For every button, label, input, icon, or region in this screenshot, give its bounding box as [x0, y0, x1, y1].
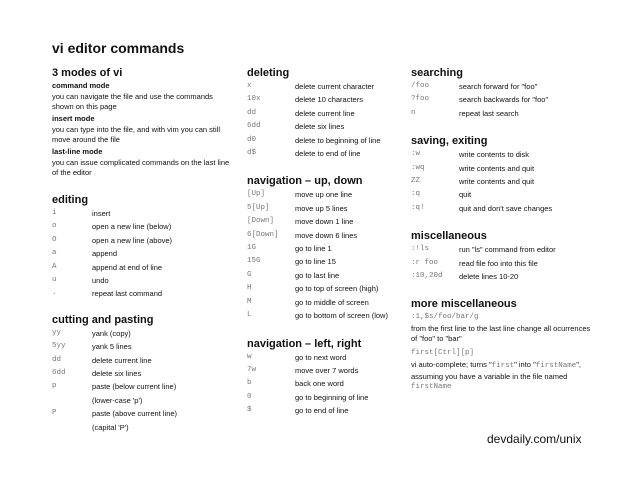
autocomplete-word: first — [491, 362, 515, 371]
command-desc: insert — [92, 209, 111, 218]
editing-table — [52, 207, 232, 301]
command-key: o — [52, 222, 57, 231]
command-desc: repeat last command — [92, 289, 163, 299]
command-row — [247, 391, 402, 404]
mode-desc: you can issue complicated commands on the last line of the editor — [52, 158, 230, 177]
modes-heading: 3 modes of vi — [52, 67, 123, 79]
saving-table — [411, 148, 591, 215]
autocomplete-text: vi auto-complete; turns " — [411, 360, 492, 370]
command-row — [247, 351, 402, 364]
command-row — [247, 202, 402, 215]
command-desc: yank 5 lines — [92, 342, 132, 352]
command-row — [411, 162, 591, 175]
searching-heading: searching — [411, 67, 463, 79]
page-title: vi editor commands — [52, 40, 185, 56]
command-key: 5[Up] — [247, 203, 270, 212]
command-desc: delete to beginning of line — [295, 135, 381, 145]
command-row — [247, 229, 402, 242]
substitute-desc: from the first line to the last line change all ocurrences of "foo" to "bar" — [411, 324, 591, 343]
command-row — [247, 404, 402, 417]
command-row — [52, 261, 232, 274]
searching-table — [411, 80, 591, 120]
command-key: n — [411, 108, 416, 117]
command-desc: open a new line (above) — [92, 235, 173, 245]
command-row — [411, 93, 591, 106]
cutting-heading: cutting and pasting — [52, 313, 154, 326]
command-row — [411, 148, 591, 161]
command-desc: append — [92, 249, 118, 259]
command-desc: undo — [92, 276, 109, 286]
command-row — [247, 269, 402, 282]
command-row — [247, 120, 402, 133]
nav-leftright-heading: navigation – left, right — [247, 337, 362, 350]
command-desc: move down 1 line — [295, 217, 354, 227]
command-desc: append at end of line — [92, 262, 163, 272]
command-desc: search forward for "foo" — [459, 82, 538, 91]
command-desc: go to line 15 — [295, 257, 336, 267]
command-key: i — [52, 209, 57, 217]
command-key: u — [52, 276, 57, 285]
command-row — [247, 282, 402, 295]
command-desc: write contents to disk — [459, 150, 530, 160]
command-row — [247, 80, 402, 93]
column-right — [411, 66, 591, 395]
command-desc: move over 7 words — [295, 365, 359, 375]
command-key: 6[Down] — [247, 230, 279, 239]
command-desc: (capital 'P') — [92, 422, 129, 432]
mode-name: command mode — [52, 81, 110, 90]
substitute-command: :1,$s/foo/bar/g — [411, 313, 479, 322]
command-row — [247, 215, 402, 228]
command-row — [411, 243, 591, 256]
command-desc: move up one line — [295, 190, 353, 200]
command-row — [52, 327, 232, 340]
command-key: :q! — [411, 203, 425, 212]
command-desc: search backwards for "foo" — [459, 95, 549, 105]
command-desc: delete 10 characters — [295, 95, 363, 105]
command-key: A — [52, 262, 57, 271]
command-desc: delete current line — [295, 108, 355, 118]
command-key: ?foo — [411, 95, 430, 104]
command-desc: go to last line — [295, 270, 340, 280]
command-desc: go to end of line — [295, 406, 349, 416]
command-key: L — [247, 311, 252, 320]
command-key: M — [247, 297, 252, 306]
nav-leftright-table — [247, 351, 402, 418]
command-key: [Down] — [247, 217, 275, 226]
command-key: /foo — [411, 82, 430, 90]
command-row — [52, 220, 232, 233]
command-row — [247, 309, 402, 322]
deleting-table — [247, 80, 402, 160]
command-key: P — [52, 409, 57, 418]
command-desc: move up 5 lines — [295, 203, 348, 213]
command-desc: open a new line (below) — [92, 222, 172, 232]
command-row — [247, 147, 402, 160]
command-desc: paste (below current line) — [92, 382, 177, 392]
command-row — [411, 202, 591, 215]
command-row — [52, 340, 232, 353]
command-key: b — [247, 379, 252, 388]
command-key: p — [52, 382, 57, 391]
command-row — [411, 188, 591, 201]
command-key: 15G — [247, 257, 261, 266]
command-row — [247, 377, 402, 390]
command-row — [247, 134, 402, 147]
command-key: G — [247, 270, 252, 279]
command-key: 6dd — [52, 369, 66, 378]
more-misc-heading: more miscellaneous — [411, 298, 517, 311]
command-key: dd — [52, 355, 62, 364]
nav-updown-table — [247, 188, 402, 322]
command-key: :10,20d — [411, 272, 443, 281]
command-key: :r foo — [411, 258, 439, 267]
command-row — [411, 257, 591, 270]
command-row — [411, 80, 591, 93]
cutting-table — [52, 327, 232, 434]
nav-updown-heading: navigation – up, down — [247, 175, 363, 188]
command-desc: delete current character — [295, 82, 375, 91]
command-key: [Up] — [247, 190, 266, 199]
autocomplete-word: firstName — [535, 362, 577, 371]
autocomplete-word: firstName — [411, 383, 452, 392]
footer-link[interactable]: devdaily.com/unix — [487, 432, 582, 446]
command-key: :q — [411, 190, 421, 199]
command-row — [411, 175, 591, 188]
command-row — [52, 354, 232, 367]
command-key: 10x — [247, 95, 261, 104]
command-desc: quit and don't save changes — [459, 203, 553, 213]
command-desc: write contents and quit — [459, 177, 535, 187]
command-row — [52, 247, 232, 260]
command-row — [247, 188, 402, 201]
command-row — [52, 394, 232, 407]
command-key: d$ — [247, 149, 257, 158]
command-row — [247, 255, 402, 268]
command-row — [411, 107, 591, 120]
command-key: dd — [247, 108, 257, 117]
command-key: . — [52, 289, 57, 298]
command-row — [52, 207, 232, 220]
autocomplete-command: first[Ctrl][p] — [411, 349, 475, 358]
command-row — [247, 93, 402, 106]
command-key — [52, 421, 92, 434]
command-row — [411, 270, 591, 283]
command-key: w — [247, 352, 252, 361]
mode-name: last-line mode — [52, 147, 103, 156]
command-row — [52, 421, 232, 434]
command-key: $ — [247, 406, 252, 415]
command-desc: yank (copy) — [92, 328, 131, 338]
command-key: yy — [52, 328, 62, 337]
command-key: :wq — [411, 163, 425, 172]
misc-heading: miscellaneous — [411, 230, 487, 243]
command-key: x — [247, 82, 252, 90]
mode-desc: you can navigate the file and use the commands shown on this page — [52, 92, 213, 111]
command-desc: paste (above current line) — [92, 409, 178, 419]
column-middle — [247, 66, 402, 418]
command-row — [247, 364, 402, 377]
command-key: d0 — [247, 135, 257, 144]
command-desc: go to top of screen (high) — [295, 284, 379, 294]
command-row — [52, 367, 232, 380]
command-desc: delete to end of line — [295, 149, 361, 159]
command-key: 0 — [247, 392, 252, 401]
command-desc: quit — [459, 190, 472, 200]
command-desc: run "ls" command from editor — [459, 245, 556, 255]
command-row — [247, 107, 402, 120]
command-key: :!ls — [411, 245, 430, 254]
command-key: 6dd — [247, 122, 261, 131]
command-key: 5yy — [52, 342, 66, 351]
mode-desc: you can type into the file, and with vim you can still move around the file — [52, 125, 221, 144]
command-key: :w — [411, 150, 421, 159]
command-row — [247, 242, 402, 255]
command-row — [52, 380, 232, 393]
autocomplete-desc — [411, 360, 591, 393]
command-desc: back one word — [295, 379, 344, 389]
command-key: 1G — [247, 244, 257, 253]
command-desc: go to line 1 — [295, 244, 332, 254]
command-key: 7w — [247, 365, 257, 374]
command-key: H — [247, 284, 252, 293]
deleting-heading: deleting — [247, 67, 290, 79]
command-desc: delete six lines — [92, 369, 142, 379]
command-key: ZZ — [411, 177, 421, 186]
command-row — [52, 274, 232, 287]
command-key: a — [52, 249, 57, 258]
autocomplete-text: " into " — [514, 360, 536, 370]
command-row — [247, 296, 402, 309]
command-row — [52, 287, 232, 300]
command-desc: write contents and quit — [459, 163, 535, 173]
command-desc: repeat last search — [459, 108, 519, 118]
autocomplete-text: ", assuming you have a variable in the file named — [411, 360, 581, 381]
command-desc: move down 6 lines — [295, 230, 358, 240]
mode-name: insert mode — [52, 114, 95, 123]
saving-heading: saving, exiting — [411, 135, 488, 148]
command-desc: read file foo into this file — [459, 258, 538, 268]
command-desc: delete current line — [92, 355, 152, 365]
command-desc: delete lines 10-20 — [459, 272, 519, 282]
command-key: O — [52, 235, 57, 244]
command-desc: (lower-case 'p') — [92, 395, 143, 405]
command-key — [52, 394, 92, 407]
command-desc: go to bottom of screen (low) — [295, 311, 388, 321]
misc-table — [411, 243, 591, 283]
command-desc: go to beginning of line — [295, 392, 369, 402]
command-desc: go to middle of screen — [295, 297, 369, 307]
command-row — [52, 234, 232, 247]
command-desc: go to next word — [295, 352, 347, 362]
column-left — [52, 66, 232, 434]
editing-heading: editing — [52, 194, 89, 206]
command-desc: delete six lines — [295, 122, 345, 132]
command-row — [52, 407, 232, 420]
